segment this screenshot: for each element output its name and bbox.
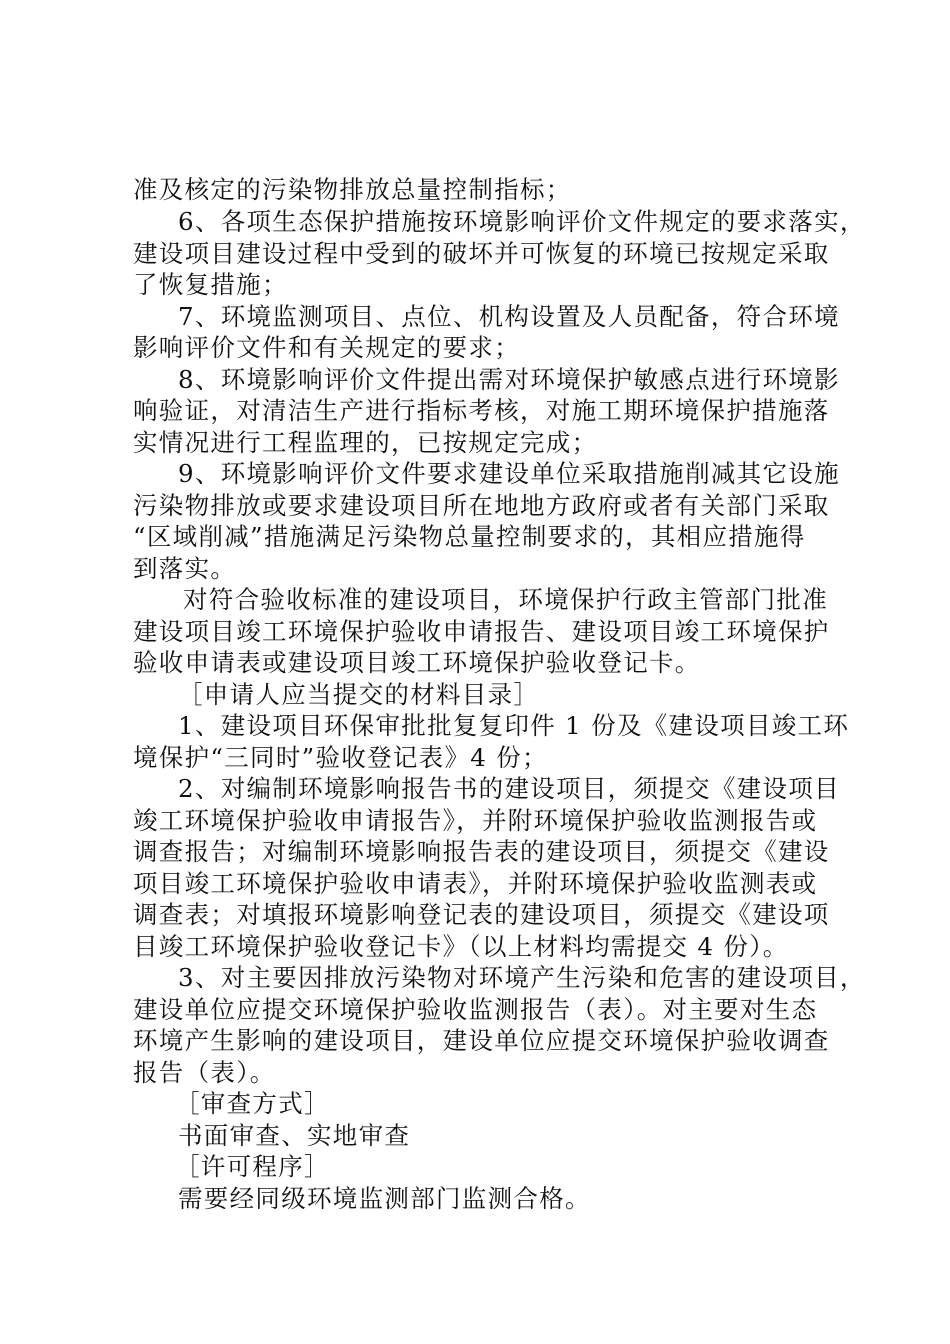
text-line: 3、对主要因排放污染物对环境产生污染和危害的建设项目， — [178, 963, 866, 992]
text-line: 对符合验收标准的建设项目，环境保护行政主管部门批准 — [183, 585, 828, 614]
text-line: 到落实。 — [133, 554, 237, 583]
text-line: 9、环境影响评价文件要求建设单位采取措施削减其它设施 — [178, 459, 840, 488]
text-line: 调查报告；对编制环境影响报告表的建设项目，须提交《建设 — [133, 837, 830, 866]
text-line: 建设项目建设过程中受到的破坏并可恢复的环境已按规定采取 — [133, 239, 830, 268]
text-line: 验收申请表或建设项目竣工环境保护验收登记卡。 — [133, 648, 701, 677]
text-line: 响验证，对清洁生产进行指标考核，对施工期环境保护措施落 — [133, 396, 830, 425]
text-line: 实情况进行工程监理的，已按规定完成； — [133, 428, 598, 457]
text-line: 1、建设项目环保审批批复复印件 1 份及《建设项目竣工环 — [178, 711, 850, 740]
text-line: 需要经同级环境监测部门监测合格。 — [178, 1184, 591, 1213]
text-line: 准及核定的污染物排放总量控制指标； — [133, 175, 572, 204]
text-line: 8、环境影响评价文件提出需对环境保护敏感点进行环境影 — [178, 365, 840, 394]
section-heading: ［审查方式］ — [175, 1089, 330, 1118]
text-line: 报告（表）。 — [133, 1058, 276, 1087]
text-line: 7、环境监测项目、点位、机构设置及人员配备，符合环境 — [178, 302, 840, 331]
text-line: 6、各项生态保护措施按环境影响评价文件规定的要求落实， — [178, 207, 866, 236]
text-line: 建设项目竣工环境保护验收申请报告、建设项目竣工环境保护 — [133, 617, 830, 646]
text-line: 目竣工环境保护验收登记卡》（以上材料均需提交 4 份）。 — [133, 932, 789, 961]
section-heading: ［许可程序］ — [175, 1152, 330, 1181]
text-line: 环境产生影响的建设项目，建设单位应提交环境保护验收调查 — [133, 1026, 830, 1055]
text-line: 建设单位应提交环境保护验收监测报告（表）。对主要对生态 — [133, 995, 818, 1024]
text-line: 污染物排放或要求建设项目所在地地方政府或者有关部门采取 — [133, 491, 830, 520]
text-line: 影响评价文件和有关规定的要求； — [133, 333, 520, 362]
text-line: 境保护“三同时”验收登记表》4 份； — [133, 743, 548, 772]
text-line: 2、对编制环境影响报告书的建设项目，须提交《建设项目 — [178, 774, 840, 803]
text-line: 调查表；对填报环境影响登记表的建设项目，须提交《建设项 — [133, 900, 830, 929]
text-line: 了恢复措施； — [133, 270, 288, 299]
text-line: 书面审查、实地审查 — [178, 1121, 411, 1150]
text-line: 项目竣工环境保护验收申请表》，并附环境保护验收监测表或 — [133, 869, 818, 898]
text-line: “区域削减”措施满足污染物总量控制要求的，其相应措施得 — [133, 522, 806, 551]
text-line: 竣工环境保护验收申请报告》，并附环境保护验收监测报告或 — [133, 806, 818, 835]
section-heading: ［申请人应当提交的材料目录］ — [178, 680, 540, 709]
